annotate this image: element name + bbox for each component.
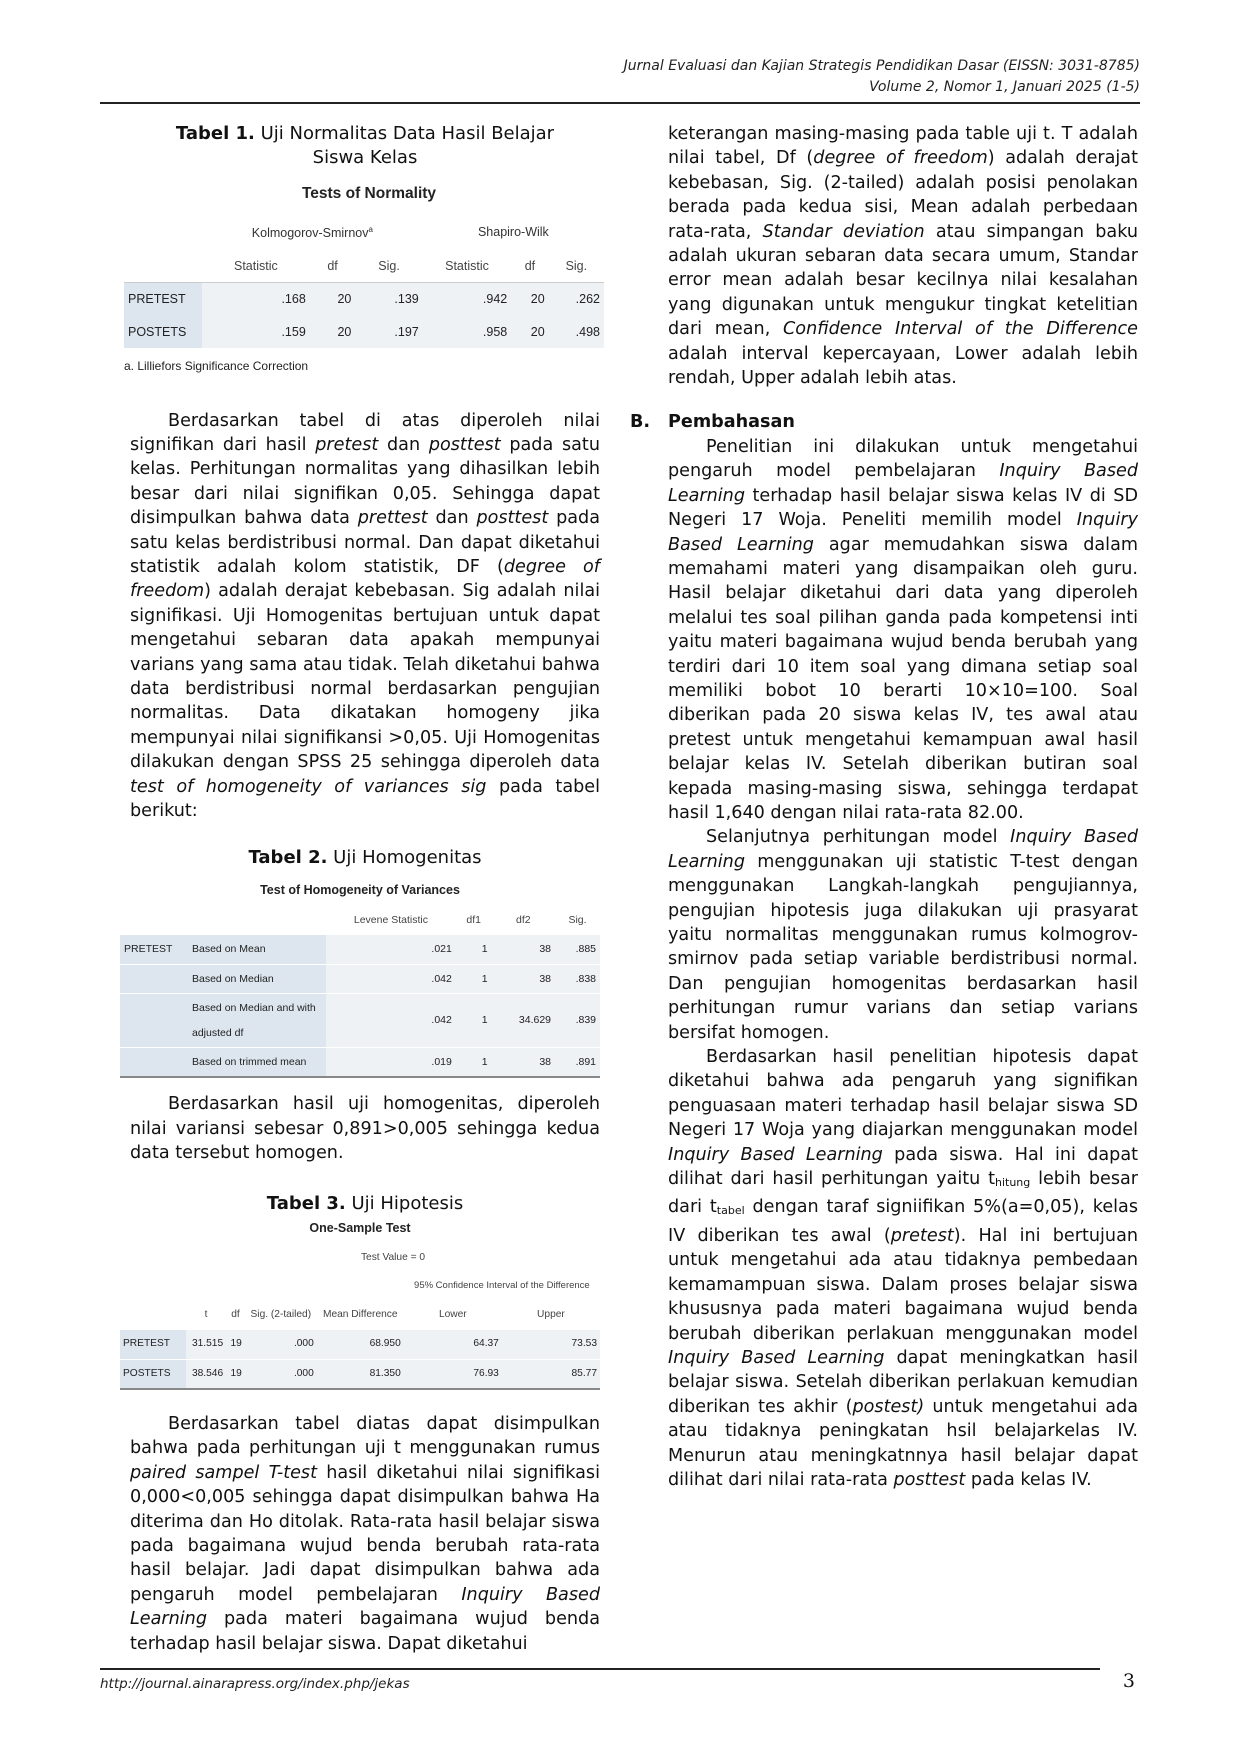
italic-term: Inquiry Based Learning	[668, 827, 1138, 872]
table1-title: Tests of Normality	[301, 185, 437, 202]
table-cell: 68.950	[317, 1330, 404, 1359]
table-cell: .891	[555, 1047, 600, 1077]
table2-caption-label: Tabel 2.	[248, 846, 328, 868]
table-cell: 19	[226, 1359, 245, 1389]
table-cell: .262	[549, 283, 604, 316]
table-cell: 64.37	[404, 1330, 502, 1359]
italic-term: Inquiry Based Learning	[668, 1347, 885, 1368]
table2-group-label	[120, 964, 188, 993]
table-cell: 85.77	[502, 1359, 600, 1389]
table1-caption	[130, 122, 600, 170]
journal-name: Jurnal Evaluasi dan Kajian Strategis Pendidikan Dasar (EISSN: 3031-8785)	[623, 58, 1140, 74]
table-row	[120, 1047, 600, 1077]
footer-rule	[100, 1668, 1100, 1670]
table-cell: .942	[423, 283, 511, 316]
italic-term: degree of freedom	[813, 148, 988, 169]
subscript: hitung	[994, 1176, 1031, 1190]
header-rule	[100, 102, 1140, 104]
table2-row-label: Based on trimmed mean	[188, 1047, 326, 1077]
table-cell: 1	[456, 994, 492, 1048]
right-paragraph-2: Selanjutnya perhitungan model Inquiry Based Learning menggunakan uji statistic T-test dengan menggunakan Langkah-langkah pengujiannya, pengujian hipotesis juga dilakukan uji prasyarat yaitu normalitas menggunakan rumus kolmogrov-smirnov pada setiap variable berdistribusi normal. Dan pengujian homogenitas berdasarkan hasil perhitungan rumur varians dan setiap varians bersifat homogen.	[668, 827, 1138, 1043]
table2-row-label: Based on Median	[188, 964, 326, 993]
table-cell: 20	[511, 316, 548, 348]
table1-caption-text: Uji Normalitas Data Hasil Belajar Siswa Kelas	[254, 123, 555, 168]
table2-caption	[130, 846, 600, 870]
table3-test-value: Test Value = 0	[360, 1251, 426, 1263]
italic-term: Confidence Interval of the Difference	[783, 319, 1138, 340]
table-cell: .839	[555, 994, 600, 1048]
table-row	[120, 935, 600, 964]
italic-term: posttest	[476, 508, 549, 529]
table-cell: 73.53	[502, 1330, 600, 1359]
table2-title: Test of Homogeneity of Variances	[260, 882, 460, 897]
table1-row-label: POSTETS	[124, 316, 202, 348]
subscript: tabel	[716, 1204, 745, 1218]
italic-term: prettest	[357, 508, 428, 529]
table3-column-header: Mean Difference	[322, 1308, 398, 1320]
table-cell: 76.93	[404, 1359, 502, 1389]
table-cell: .498	[549, 316, 604, 348]
table-cell: 1	[456, 1047, 492, 1077]
table-cell: .159	[202, 316, 310, 348]
table-cell: 34.629	[492, 994, 555, 1048]
italic-term: Standar deviation	[762, 221, 925, 242]
table-cell: 1	[456, 964, 492, 993]
table2-group-label	[120, 1047, 188, 1077]
table-cell: .139	[355, 283, 422, 316]
table3-row-label: PRETEST	[120, 1330, 186, 1359]
table-cell: .042	[326, 994, 456, 1048]
table3-caption-text: Uji Hipotesis	[345, 1192, 464, 1214]
table-row	[120, 1359, 600, 1389]
italic-term: paired sampel T-test	[130, 1462, 317, 1483]
table-cell: 20	[310, 283, 356, 316]
table2-column-header: Sig.	[568, 913, 587, 926]
volume-info: Volume 2, Nomor 1, Januari 2025 (1-5)	[869, 79, 1140, 95]
table1-column-header: Statistic	[202, 250, 310, 283]
table-cell: 19	[226, 1330, 245, 1359]
table-cell: .000	[245, 1359, 317, 1389]
table-cell: 20	[511, 283, 548, 316]
table-cell: .885	[555, 935, 600, 964]
italic-term: pretest	[890, 1225, 954, 1246]
table2-homogeneity	[120, 878, 600, 1079]
table1-column-header: df	[511, 250, 548, 283]
right-paragraph-1: Penelitian ini dilakukan untuk mengetahui pengaruh model pembelajaran Inquiry Based Learning terhadap hasil belajar siswa kelas IV di SD Negeri 17 Woja. Peneliti memilih model Inquiry Based Learning agar memudahkan siswa dalam memahami materi yang disampaikan oleh guru. Hasil belajar diketahui dari data yang diperoleh melalui tes soal pilihan ganda pada kompetensi inti yaitu materi bagaimana wujud benda berubah yang terdiri dari 10 item soal yang dimana setiap soal memiliki bobot 10 berarti 10×10=100. Soal diberikan pada 20 siswa kelas IV, tes awal atau pretest untuk mengetahui kemampuan awal hasil belajar kelas IV. Setelah diberikan butiran soal kepada masing-masing siswa, sehingga terdapat hasil 1,640 dengan nilai rata-rata 82.00.	[668, 436, 1138, 823]
table-row	[120, 994, 600, 1048]
left-column	[123, 122, 600, 1656]
table2-row-label: Based on Mean	[188, 935, 326, 964]
table1-footnote: a. Lilliefors Significance Correction	[124, 359, 309, 374]
table-cell: 38.546	[186, 1359, 226, 1389]
table2-column-header: df1	[466, 913, 482, 926]
footer-url: http://journal.ainarapress.org/index.php/jekas	[100, 1676, 410, 1692]
table-cell: .168	[202, 283, 310, 316]
table3-row-label: POSTETS	[120, 1359, 186, 1389]
italic-term: postest)	[852, 1396, 925, 1417]
italic-term: Inquiry Based Learning	[130, 1584, 600, 1630]
table3-caption-label: Tabel 3.	[266, 1192, 346, 1214]
table2-group-label: PRETEST	[120, 935, 188, 964]
italic-term: test of homogeneity of variances sig	[130, 776, 487, 797]
table-cell: .197	[355, 316, 422, 348]
table3-column-header: t	[204, 1308, 208, 1320]
table-row	[120, 964, 600, 993]
table-cell: .042	[326, 964, 456, 993]
page-number: 3	[1122, 1670, 1135, 1692]
table3-column-header: df	[231, 1308, 240, 1320]
left-paragraph-2: Berdasarkan hasil uji homogenitas, diperoleh nilai variansi sebesar 0,891>0,005 sehingga kedua data tersebut homogen.	[130, 1094, 600, 1164]
table-row	[124, 283, 604, 316]
running-header	[624, 56, 1140, 98]
section-title: Pembahasan	[668, 412, 795, 433]
italic-term: pretest	[315, 435, 379, 455]
table1-grid	[124, 214, 604, 348]
table3-column-header: Lower	[438, 1308, 467, 1320]
table2-caption-text: Uji Homogenitas	[327, 846, 482, 868]
table2-grid	[120, 906, 600, 1078]
table3-grid	[120, 1244, 600, 1390]
italic-term: posttest	[428, 435, 501, 455]
table1-column-header: Sig.	[549, 250, 604, 283]
table3-caption	[130, 1192, 600, 1216]
table1-column-header: Sig.	[355, 250, 422, 283]
table2-group-label	[120, 994, 188, 1048]
table-cell: .958	[423, 316, 511, 348]
table3-title: One-Sample Test	[309, 1220, 411, 1235]
table-row	[120, 1330, 600, 1359]
table1-column-header: Statistic	[423, 250, 511, 283]
table2-column-header: df2	[516, 913, 531, 926]
italic-term: degree of freedom	[130, 557, 600, 602]
right-column	[630, 122, 1138, 1492]
table-cell: 38	[492, 1047, 555, 1077]
table-cell: .019	[326, 1047, 456, 1077]
table-cell: 38	[492, 964, 555, 993]
table1-caption-label: Tabel 1.	[175, 123, 255, 144]
table-cell: .838	[555, 964, 600, 993]
table3-hypothesis	[120, 1216, 600, 1390]
table2-header-row	[120, 906, 600, 935]
table-cell: 31.515	[186, 1330, 226, 1359]
table-cell: 38	[492, 935, 555, 964]
section-heading-pembahasan	[630, 410, 1138, 434]
table-cell: .000	[245, 1330, 317, 1359]
right-paragraph-0: keterangan masing-masing pada table uji t. T adalah nilai tabel, Df (degree of freedom) adalah derajat kebebasan, Sig. (2-tailed) adalah posisi penolakan berada pada kedua sisi, Mean adalah perbedaan rata-rata, Standar deviation atau simpangan baku adalah ukuran sebaran data secara umum, Standar error mean adalah besar kecilnya nilai kesalahan yang digunakan untuk mengukur tingkat ketelitian dari mean, Confidence Interval of the Difference adalah interval kepercayaan, Lower adalah lebih rendah, Upper adalah lebih atas.	[668, 124, 1138, 389]
table1-group-ks: Kolmogorov-Smirnov$^a$	[251, 225, 373, 241]
left-paragraph-1: Berdasarkan tabel di atas diperoleh nilai signifikan dari hasil pretest dan posttest pada satu kelas. Perhitungan normalitas yang dihasilkan lebih besar dari nilai signifikan 0,05. Sehingga dapat disimpulkan bahwa data prettest dan posttest pada satu kelas berdistribusi normal. Dan dapat diketahui statistik adalah kolom statistik, DF (degree of freedom) adalah derajat kebebasan. Sig adalah nilai signifikasi. Uji Homogenitas bertujuan untuk dapat mengetahui sebaran data apakah mempunyai varians yang sama atau tidak. Telah diketahui bahwa data berdistribusi normal berdasarkan pengujian normalitas. Data dikatakan homogeny jika mempunyai nilai signifikansi >0,05. Uji Homogenitas dilakukan dengan SPSS 25 sehingga diperoleh data test of homogeneity of variances sig pada tabel berikut:	[130, 410, 600, 822]
table1-group-sw: Shapiro-Wilk	[477, 224, 549, 239]
table-cell: 1	[456, 935, 492, 964]
table1-normality	[124, 182, 614, 379]
table2-row-label: Based on Median and with adjusted df	[188, 994, 326, 1048]
table2-column-header: Levene Statistic	[353, 913, 428, 926]
table-cell: 81.350	[317, 1359, 404, 1389]
left-paragraph-3: Berdasarkan tabel diatas dapat disimpulkan bahwa pada perhitungan uji t menggunakan rumus paired sampel T-test hasil diketahui nilai signifikasi 0,000<0,005 sehingga dapat disimpulkan bahwa Ha diterima dan Ho ditolak. Rata-rata hasil belajar siswa pada bagaimana wujud benda berubah rata-rata hasil belajar. Jadi dapat disimpulkan bahwa ada pengaruh model pembelajaran Inquiry Based Learning pada materi bagaimana wujud benda terhadap hasil belajar siswa. Dapat diketahui	[130, 1414, 600, 1654]
table1-row-label: PRETEST	[124, 283, 202, 316]
right-paragraph-3: Berdasarkan hasil penelitian hipotesis dapat diketahui bahwa ada pengaruh yang signifikan penguasaan materi terhadap hasil belajar siswa SD Negeri 17 Woja yang diajarkan menggunakan model Inquiry Based Learning pada siswa. Hal ini dapat dilihat dari hasil perhitungan yaitu $t_{hitung}$ lebih besar dari $t_{tabel}$ dengan taraf signiifikan 5%(a=0,05), kelas IV diberikan tes awal (pretest). Hal ini bertujuan untuk mengetahui ada atau tidaknya pembedaan kemamampuan siswa. Dalam proses belajar siswa khususnya pada materi bagaimana wujud benda berubah diberikan perlakuan menggunakan model Inquiry Based Learning dapat meningkatkan hasil belajar siswa. Setelah diberikan perlakuan kemudian diberikan tes akhir (postest) untuk mengetahui ada atau tidaknya peningkatan hsil belajarkelas IV. Menurun atau meningkatnnya hasil belajar dapat dilihat dari nilai rata-rata posttest pada kelas IV.	[668, 1047, 1138, 1490]
table3-column-header: Sig. (2-tailed)	[250, 1308, 312, 1320]
table3-ci-header: 95% Confidence Interval of the Difference	[414, 1280, 590, 1292]
italic-term: posttest	[893, 1469, 966, 1490]
italic-term: Inquiry Based Learning	[668, 461, 1138, 506]
table3-column-header: Upper	[537, 1308, 565, 1320]
table1-column-header: df	[310, 250, 356, 283]
table-row	[124, 316, 604, 348]
section-number: B.	[630, 412, 651, 433]
italic-term: Inquiry Based Learning	[668, 1144, 883, 1165]
table-cell: 20	[310, 316, 356, 348]
italic-term: Inquiry Based Learning	[668, 510, 1138, 555]
table-cell: .021	[326, 935, 456, 964]
